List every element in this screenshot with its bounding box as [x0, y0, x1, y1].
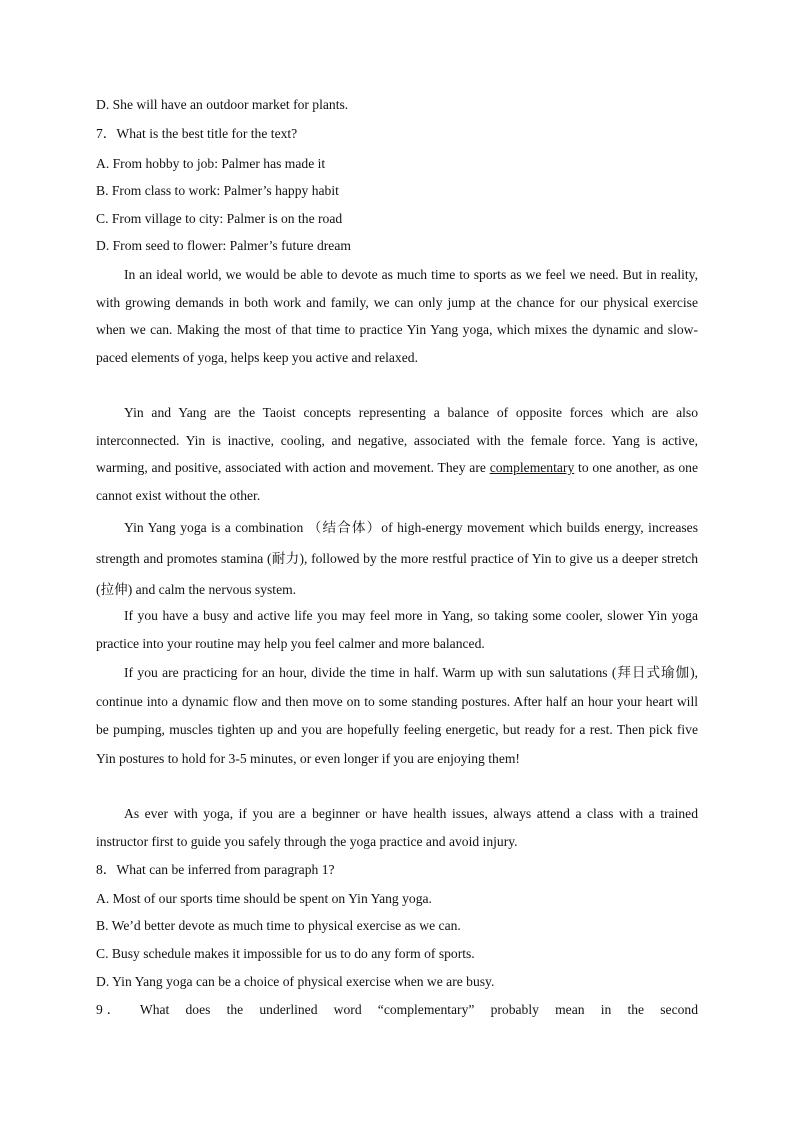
q8-option-d: D. Yin Yang yoga can be a choice of physical exercise when we are busy.	[96, 974, 495, 989]
passage-paragraph-4: If you have a busy and active life you may feel more in Yang, so taking some cooler, slower Yin yoga practice into your routine may help you feel calmer and more balanced.	[96, 608, 698, 651]
p2-text-before: Yin and Yang are the Taoist concepts representing a balance of opposite forces which are also interconnected. Yin is inactive, cooling, and negative, associated with the female force. Yang is active, warming, and positive, associated with action and movement. They are	[96, 405, 698, 476]
q6-option-d: D. She will have an outdoor market for plants.	[96, 97, 349, 112]
q8-option-b: B. We’d better devote as much time to physical exercise as we can.	[96, 918, 461, 933]
q9-question: 9． What does the underlined word “complementary” probably mean in the second	[96, 1002, 698, 1017]
passage-paragraph-5: If you are practicing for an hour, divide the time in half. Warm up with sun salutations (拜日式瑜伽), continue into a dynamic flow and then move on to some standing postures. After half an hour your heart will be pumping, muscles tighten up and you are hopefully feeling energetic, but ready for a rest. Then pick five Yin postures to hold for 3-5 minutes, or even longer if you are enjoying them!	[96, 665, 698, 766]
passage-paragraph-3: Yin Yang yoga is a combination （结合体）of high-energy movement which builds energy, increases strength and promotes stamina (耐力), followed by the more restful practice of Yin to give us a deeper stretch (拉伸) and calm the nervous system.	[96, 520, 698, 597]
underlined-word-complementary: complementary	[489, 460, 575, 476]
passage-paragraph-1: In an ideal world, we would be able to devote as much time to sports as we feel we need. But in reality, with growing demands in both work and family, we can only jump at the chance for our physical exercise when we can. Making the most of that time to practice Yin Yang yoga, which mixes the dynamic and slow-paced elements of yoga, helps keep you active and relaxed.	[96, 267, 698, 365]
q8-option-a: A. Most of our sports time should be spent on Yin Yang yoga.	[96, 891, 432, 906]
q7-option-b: B. From class to work: Palmer’s happy habit	[96, 183, 339, 198]
passage-paragraph-2	[96, 399, 698, 509]
q7-option-c: C. From village to city: Palmer is on the road	[96, 211, 343, 226]
passage-paragraph-6: As ever with yoga, if you are a beginner or have health issues, always attend a class with a trained instructor first to guide you safely through the yoga practice and avoid injury.	[96, 806, 698, 849]
q8-option-c: C. Busy schedule makes it impossible for us to do any form of sports.	[96, 946, 475, 961]
q7-option-d: D. From seed to flower: Palmer’s future dream	[96, 238, 351, 253]
q8-question: 8．What can be inferred from paragraph 1?	[96, 862, 335, 877]
p2-text-after: to one another, as one cannot exist without the other.	[96, 460, 698, 503]
q7-question: 7．What is the best title for the text?	[96, 126, 298, 141]
q7-option-a: A. From hobby to job: Palmer has made it	[96, 156, 326, 171]
